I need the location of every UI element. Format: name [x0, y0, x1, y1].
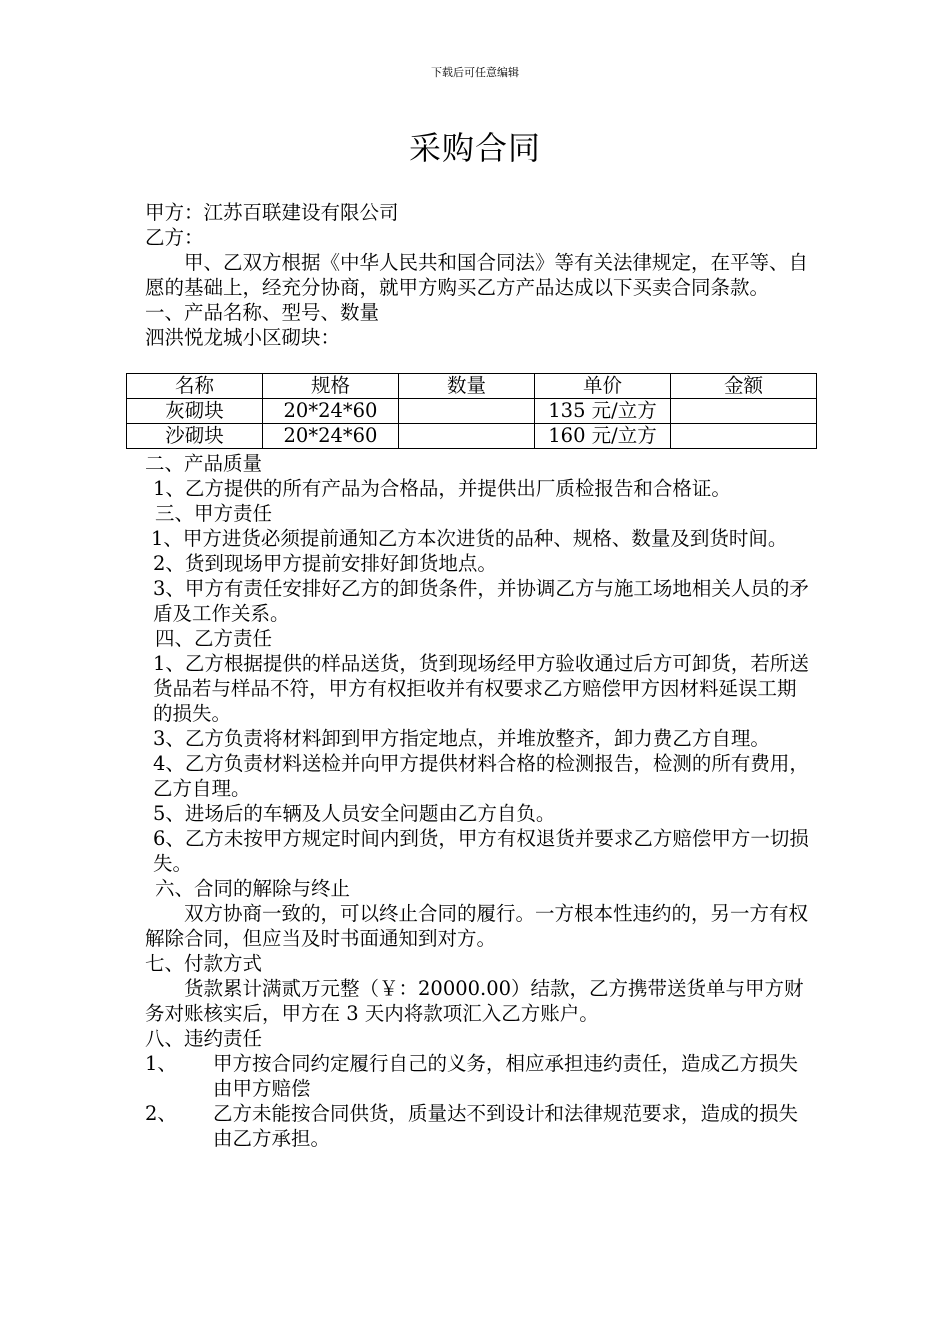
table-cell: 灰砌块: [127, 399, 263, 424]
product-table: [126, 373, 817, 449]
table-header-cell: 规格: [263, 374, 399, 399]
section8-item: [145, 1051, 813, 1101]
item-number: 2、: [145, 1102, 177, 1125]
section4-item: 1、乙方根据提供的样品送货，货到现场经甲方验收通过后方可卸货，若所送货品若与样品不符，甲方有权拒收并有权要求乙方赔偿甲方因材料延误工期的损失。: [153, 652, 809, 725]
section6-title: 六、合同的解除与终止: [155, 877, 351, 900]
item-text: 甲方按合同约定履行自己的义务，相应承担违约责任，造成乙方损失由甲方赔偿: [213, 1052, 799, 1100]
item-text: 乙方未能按合同供货，质量达不到设计和法律规范要求，造成的损失由乙方承担。: [213, 1102, 799, 1150]
table-cell: [671, 424, 817, 449]
contract-intro: [145, 200, 813, 350]
section4-item: 5、进场后的车辆及人员安全问题由乙方自负。: [153, 802, 556, 825]
section8-item: [145, 1101, 813, 1151]
section4-item: 3、乙方负责将材料卸到甲方指定地点，并堆放整齐，卸力费乙方自理。: [153, 727, 770, 750]
party-a: 甲方：江苏百联建设有限公司: [145, 201, 399, 224]
section2-title: 二、产品质量: [145, 452, 263, 475]
section7-title: 七、付款方式: [145, 952, 263, 975]
party-b: 乙方：: [145, 226, 204, 249]
section3-item: 3、甲方有责任安排好乙方的卸货条件，并协调乙方与施工场地相关人员的矛盾及工作关系。: [153, 577, 809, 625]
table-cell: 20*24*60: [263, 424, 399, 449]
section1-title: 一、产品名称、型号、数量: [145, 301, 380, 324]
table-header-cell: 单价: [535, 374, 671, 399]
table-row: [127, 399, 817, 424]
section3-item: 1、甲方进货必须提前通知乙方本次进货的品种、规格、数量及到货时间。: [151, 527, 788, 550]
table-header-cell: 金额: [671, 374, 817, 399]
table-header-row: [127, 374, 817, 399]
table-cell: 沙砌块: [127, 424, 263, 449]
table-caption: 泗洪悦龙城小区砌块：: [145, 326, 341, 349]
page-header-note: 下载后可任意编辑: [431, 66, 519, 79]
section7-text: 货款累计满贰万元整（￥：20000.00）结款，乙方携带送货单与甲方财务对账核实后，甲方在 3 天内将款项汇入乙方账户。: [145, 977, 804, 1025]
section6-text: 双方协商一致的，可以终止合同的履行。一方根本性违约的，另一方有权解除合同，但应当及时书面通知到对方。: [145, 902, 809, 950]
section3-title: 三、甲方责任: [155, 502, 273, 525]
intro-paragraph: 甲、乙双方根据《中华人民共和国合同法》等有关法律规定，在平等、自愿的基础上，经充分协商，就甲方购买乙方产品达成以下买卖合同条款。: [145, 251, 809, 299]
table-cell: [399, 399, 535, 424]
section4-item: 6、乙方未按甲方规定时间内到货，甲方有权退货并要求乙方赔偿甲方一切损失。: [153, 827, 809, 875]
table-header-cell: 名称: [127, 374, 263, 399]
table-row: [127, 424, 817, 449]
contract-clauses: [145, 451, 813, 1151]
document-title: 采购合同: [408, 129, 541, 167]
section3-item: 2、货到现场甲方提前安排好卸货地点。: [153, 552, 497, 575]
section4-title: 四、乙方责任: [155, 627, 273, 650]
table-cell: 135 元/立方: [535, 399, 671, 424]
section8-title: 八、违约责任: [145, 1027, 263, 1050]
section4-item: 4、乙方负责材料送检并向甲方提供材料合格的检测报告，检测的所有费用，乙方自理。: [153, 752, 809, 800]
item-number: 1、: [145, 1052, 177, 1075]
section2-item: 1、乙方提供的所有产品为合格品，并提供出厂质检报告和合格证。: [153, 477, 731, 500]
table-cell: [671, 399, 817, 424]
table-cell: 20*24*60: [263, 399, 399, 424]
table-header-cell: 数量: [399, 374, 535, 399]
table-cell: [399, 424, 535, 449]
table-cell: 160 元/立方: [535, 424, 671, 449]
